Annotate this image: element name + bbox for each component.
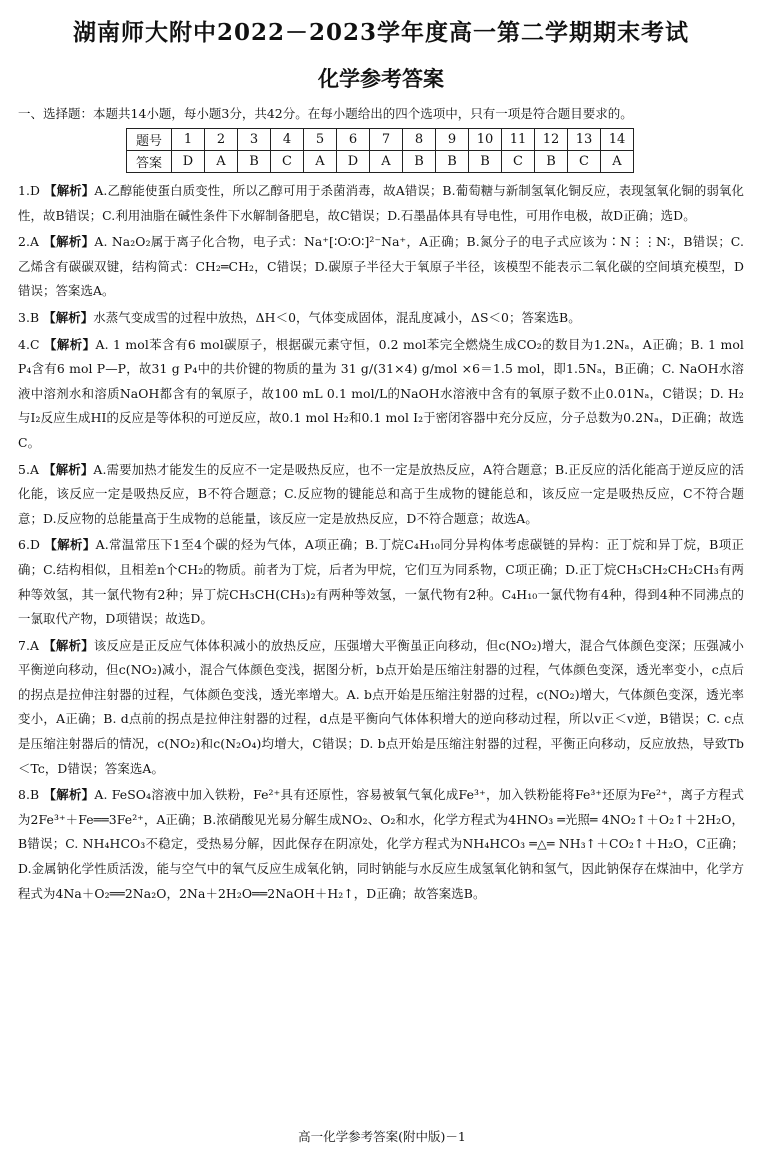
row-label-answer: 答案 [127,151,172,173]
table-cell-number: 8 [403,129,436,151]
question-explanation-1 [18,179,744,228]
table-cell-number: 3 [238,129,271,151]
question-number: 1.D [18,183,41,198]
question-explanation-8 [18,783,744,906]
table-cell-number: 1 [172,129,205,151]
analysis-tag: 【解析】 [43,637,94,653]
question-explanation-7 [18,634,744,782]
row-label-number: 题号 [127,129,172,151]
question-number: 2.A [18,234,40,250]
table-cell-answer: B [469,151,502,173]
table-cell-answer: B [238,151,271,173]
analysis-tag: 【解析】 [44,336,96,352]
table-cell-answer: D [172,151,205,173]
explanation-text: A.常温常压下1至4个碳的烃为气体，A项正确；B.丁烷C₄H₁₀同分异构体考虑碳链的异构：正丁烷和异丁烷，B项正确；C.结构相似，且相差n个CH₂的物质。前者为丁烷，后者为甲烷，它们互为同系物，C项正确；D.正丁烷CH₃CH₂CH₂CH₃有两种等效氢，其一氯代物有2种；异丁烷CH₃CH(CH₃)₂有两种等效氢，一氯代物有2种。C₄H₁₀一氯代物有4种，得到4种不同沸点的一氯取代产物，D项错误；故选D。 [18,537,744,627]
table-cell-number: 13 [568,129,601,151]
table-cell-number: 4 [271,129,304,151]
table-cell-number: 2 [205,129,238,151]
page-footer: 高一化学参考答案(附中版)－1 [298,1129,466,1144]
table-cell-number: 7 [370,129,403,151]
analysis-tag: 【解析】 [44,537,96,553]
analysis-tag: 【解析】 [43,787,95,803]
answer-table-number-row [127,129,634,151]
section-heading: 一、选择题：本题共14小题，每小题3分，共42分。在每小题给出的四个选项中，只有一项是符合题目要求的。 [18,106,633,121]
explanation-text: A.乙醇能使蛋白质变性，所以乙醇可用于杀菌消毒，故A错误；B.葡萄糖与新制氢氧化铜反应，表现氢氧化铜的弱氧化性，故B错误；C.利用油脂在碱性条件下水解制备肥皂，故C错误；D.石墨晶体具有导电性，可用作电极，故D正确；选D。 [18,183,745,223]
analysis-tag: 【解析】 [44,183,95,198]
analysis-tag: 【解析】 [43,461,94,477]
question-number: 5.A [18,461,40,477]
answer-table-answer-row [127,151,634,173]
question-number: 3.B [18,309,40,325]
question-number: 6.D [18,537,41,553]
table-cell-answer: C [568,151,601,173]
table-cell-answer: B [535,151,568,173]
answer-table [126,128,634,173]
page-title: 湖南师大附中2022－2023学年度高一第二学期期末考试 [72,19,690,46]
table-cell-number: 5 [304,129,337,151]
question-number: 4.C [18,336,40,352]
table-cell-answer: A [304,151,337,173]
question-explanation-3 [18,306,744,331]
analysis-tag: 【解析】 [43,234,95,250]
question-number: 8.B [18,787,40,803]
table-cell-number: 9 [436,129,469,151]
table-cell-answer: B [403,151,436,173]
page-subtitle: 化学参考答案 [318,66,444,91]
explanation-text: 该反应是正反应气体体积减小的放热反应，压强增大平衡虽正向移动，但c(NO₂)增大，混合气体颜色变深；压强减小平衡逆向移动，但c(NO₂)减小，混合气体颜色变浅，据图分析，b点开始是压缩注射器的过程，气体颜色变深，透光率变小，c点后的拐点是拉伸注射器的过程，气体颜色变浅，透光率增大。A. b点开始是压缩注射器的过程，c(NO₂)增大，气体颜色变深，透光率变小，A正确；B. d点前的拐点是拉伸注射器的过程，d点是平衡向气体体积增大的逆向移动过程，所以v正＜v逆，B错误；C. c点是压缩注射器后的情况，c(NO₂)和c(N₂O₄)均增大，C错误；D. b点开始是压缩注射器的过程，平衡正向移动，反应放热，导致Tb＜Tc，D错误；答案选A。 [18,637,744,776]
table-cell-number: 11 [502,129,535,151]
explanation-text: A. Na₂O₂属于离子化合物，电子式：Na⁺[∶O∶O∶]²⁻Na⁺，A正确；B.氮分子的电子式应该为∶N⋮⋮N∶，B错误；C.乙烯含有碳碳双键，结构简式：CH₂═CH₂，C错误；D.碳原子半径大于氧原子半径，该模型不能表示二氧化碳的空间填充模型，D错误；答案选A。 [18,234,744,299]
explanation-text: A.需要加热才能发生的反应不一定是吸热反应，也不一定是放热反应，A符合题意；B.正反应的活化能高于逆反应的活化能，该反应一定是吸热反应，B不符合题意；C.反应物的键能总和高于生成物的键能总和，该反应一定是吸热反应，C不符合题意；D.反应物的总能量高于生成物的总能量，该反应一定是放热反应，D不符合题意；故选A。 [18,461,744,526]
table-cell-answer: B [436,151,469,173]
explanation-text: 水蒸气变成雪的过程中放热，ΔH＜0，气体变成固体，混乱度减小，ΔS＜0；答案选B。 [93,309,581,325]
table-cell-number: 10 [469,129,502,151]
analysis-tag: 【解析】 [43,309,94,325]
question-explanation-2 [18,230,744,304]
table-cell-answer: A [601,151,634,173]
table-cell-number: 12 [535,129,568,151]
table-cell-answer: C [271,151,304,173]
table-cell-answer: D [337,151,370,173]
table-cell-answer: C [502,151,535,173]
explanation-text: A. FeSO₄溶液中加入铁粉，Fe²⁺具有还原性，容易被氧气氧化成Fe³⁺，加入铁粉能将Fe³⁺还原为Fe²⁺，离子方程式为2Fe³⁺＋Fe══3Fe²⁺，A正确；B.浓硝酸见光易分解生成NO₂、O₂和水，化学方程式为4HNO₃ ═光照═ 4NO₂↑＋O₂↑＋2H₂O，B错误；C. NH₄HCO₃不稳定，受热易分解，因此保存在阴凉处，化学方程式为NH₄HCO₃ ═△═ NH₃↑＋CO₂↑＋H₂O，C正确；D.金属钠化学性质活泼，能与空气中的氧气反应生成氧化钠，同时钠能与水反应生成氢氧化钠和氢气，因此钠保存在煤油中，化学方程式为4Na＋O₂══2Na₂O，2Na＋2H₂O══2NaOH＋H₂↑，D正确；故答案选B。 [18,787,745,901]
table-cell-answer: A [370,151,403,173]
table-cell-number: 14 [601,129,634,151]
question-explanation-4 [18,333,744,456]
question-explanation-5 [18,458,744,532]
table-cell-number: 6 [337,129,370,151]
question-explanation-6 [18,533,744,631]
table-cell-answer: A [205,151,238,173]
explanation-text: A. 1 mol苯含有6 mol碳原子，根据碳元素守恒，0.2 mol苯完全燃烧生成CO₂的数目为1.2Nₐ，A正确；B. 1 mol P₄含有6 mol P—P，故31 g P₄中的共价键的物质的量为 31 g/(31×4) g/mol ×6＝1.5 mol，即1.5Nₐ，B正确；C. NaOH水溶液中溶剂水和溶质NaOH都含有的氧原子，故100 mL 0.1 mol/L的NaOH水溶液中含有的氧原子数不止0.01Nₐ，C错误；D. H₂与I₂反应生成HI的反应是等体积的可逆反应，故0.1 mol H₂和0.1 mol I₂于密闭容器中充分反应，分子总数为0.2Nₐ，D正确；故选C。 [18,336,744,450]
question-number: 7.A [18,637,40,653]
